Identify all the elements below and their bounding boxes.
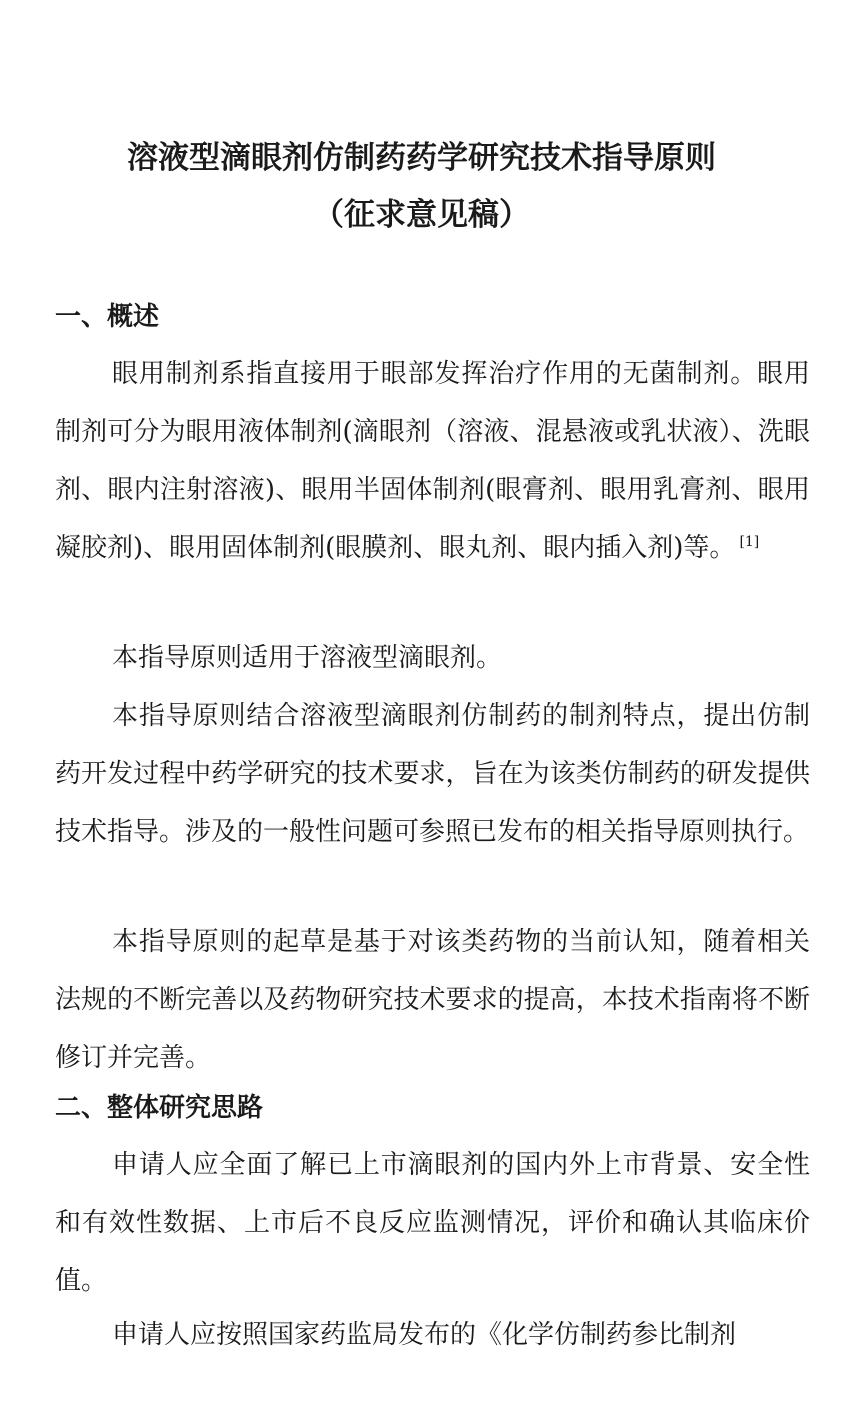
paragraph-definition [55, 345, 810, 577]
page-subtitle: （征求意见稿） [313, 197, 530, 233]
section-heading-research-approach: 二、整体研究思路 [55, 1093, 264, 1123]
paragraph-scope: 本指导原则适用于溶液型滴眼剂。 [112, 643, 503, 673]
paragraph-purpose: 本指导原则结合溶液型滴眼剂仿制药的制剂特点，提出仿制药开发过程中药学研究的技术要求，旨在为该类仿制药的研发提供技术指导。涉及的一般性问题可参照已发布的相关指导原则执行。 [55, 701, 810, 847]
paragraph-revision-note: 本指导原则的起草是基于对该类药物的当前认知，随着相关法规的不断完善以及药物研究技术要求的提高，本技术指南将不断修订并完善。 [55, 927, 810, 1073]
reference-marker: [1] [739, 534, 760, 550]
page-title: 溶液型滴眼剂仿制药药学研究技术指导原则 [127, 140, 716, 176]
paragraph-reference-product: 申请人应按照国家药监局发布的《化学仿制药参比制剂 [112, 1320, 737, 1350]
paragraph-text: 眼用制剂系指直接用于眼部发挥治疗作用的无菌制剂。眼用制剂可分为眼用液体制剂(滴眼剂（溶液、混悬液或乳状液）、洗眼剂、眼内注射溶液)、眼用半固体制剂(眼膏剂、眼用乳膏剂、眼用凝胶剂)、眼用固体制剂(眼膜剂、眼丸剂、眼内插入剂)等。 [55, 359, 810, 563]
paragraph-clinical-value: 申请人应全面了解已上市滴眼剂的国内外上市背景、安全性和有效性数据、上市后不良反应监测情况，评价和确认其临床价值。 [55, 1150, 810, 1296]
section-heading-overview: 一、概述 [55, 302, 160, 332]
